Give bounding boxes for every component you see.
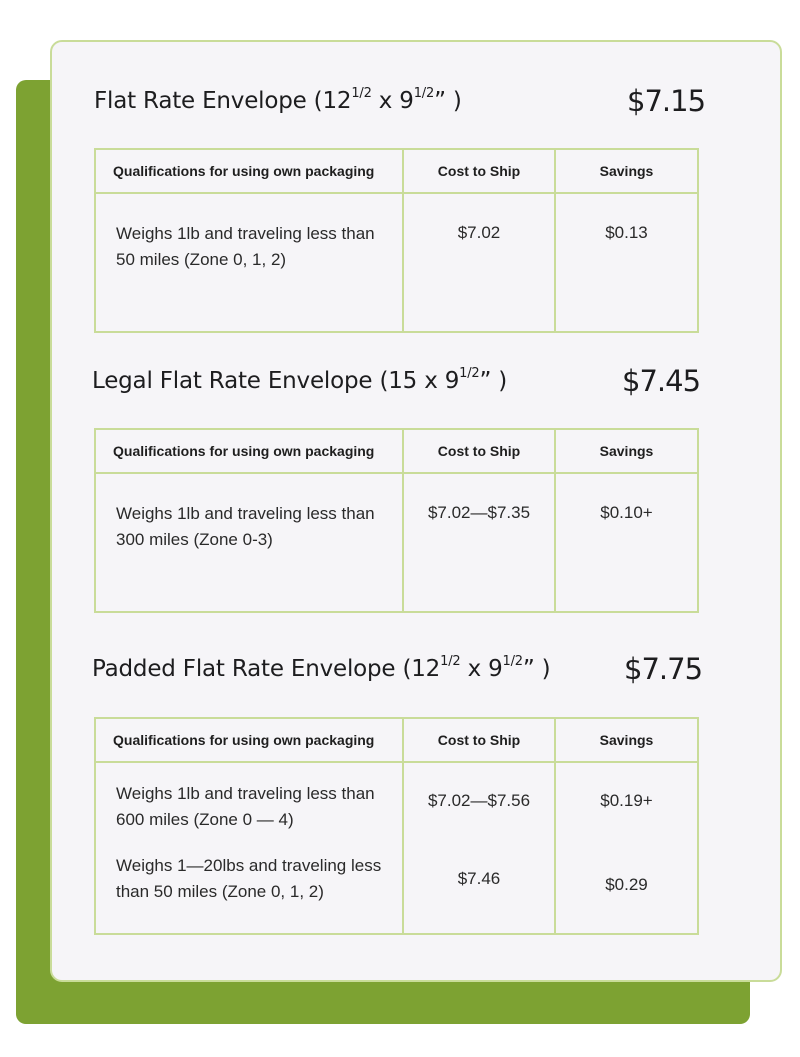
header-cost: Cost to Ship: [403, 429, 555, 473]
header-cost: Cost to Ship: [403, 718, 555, 762]
qualification-text: Weighs 1lb and traveling less than 50 miles (Zone 0, 1, 2): [116, 224, 375, 269]
cost-value: $7.02: [457, 223, 501, 242]
section-price: $7.75: [624, 652, 703, 686]
header-savings: Savings: [555, 429, 698, 473]
qualification-text: Weighs 1lb and traveling less than 300 miles (Zone 0-3): [116, 504, 375, 549]
section-title: Flat Rate Envelope ($12^{1/2}$ x $9^{1/2}$” ): [94, 86, 462, 114]
savings-value: $0.29: [605, 875, 648, 894]
header-cost: Cost to Ship: [403, 149, 555, 193]
table-header-row: [95, 718, 698, 762]
section-price: $7.15: [627, 84, 706, 118]
header-qualifications: Qualifications for using own packaging: [95, 149, 403, 193]
table-row: [95, 762, 698, 934]
rates-table: [94, 148, 699, 333]
table-row: [95, 193, 698, 332]
rates-table: [94, 717, 699, 935]
savings-value: $0.10+: [600, 503, 653, 522]
section-title: Legal Flat Rate Envelope (15 x $9^{1/2}$” ): [92, 366, 508, 394]
header-savings: Savings: [555, 718, 698, 762]
qualification-text: Weighs 1lb and traveling less than 600 miles (Zone 0 — 4): [116, 784, 375, 829]
savings-value: $0.13: [605, 223, 648, 242]
section-price: $7.45: [622, 364, 701, 398]
table-header-row: [95, 429, 698, 473]
header-savings: Savings: [555, 149, 698, 193]
section-title: Padded Flat Rate Envelope ($12^{1/2}$ x $9^{1/2}$” ): [92, 654, 551, 682]
cost-value: $7.46: [457, 869, 501, 888]
cost-value: $7.02—$7.56: [427, 791, 531, 810]
table-row: [95, 473, 698, 612]
rates-card: [50, 40, 782, 982]
savings-value: $0.19+: [600, 791, 653, 810]
qualification-text: Weighs 1—20lbs and traveling less than 50 miles (Zone 0, 1, 2): [116, 856, 382, 901]
table-header-row: [95, 149, 698, 193]
header-qualifications: Qualifications for using own packaging: [95, 718, 403, 762]
cost-value: $7.02—$7.35: [427, 503, 531, 522]
header-qualifications: Qualifications for using own packaging: [95, 429, 403, 473]
rates-table: [94, 428, 699, 613]
